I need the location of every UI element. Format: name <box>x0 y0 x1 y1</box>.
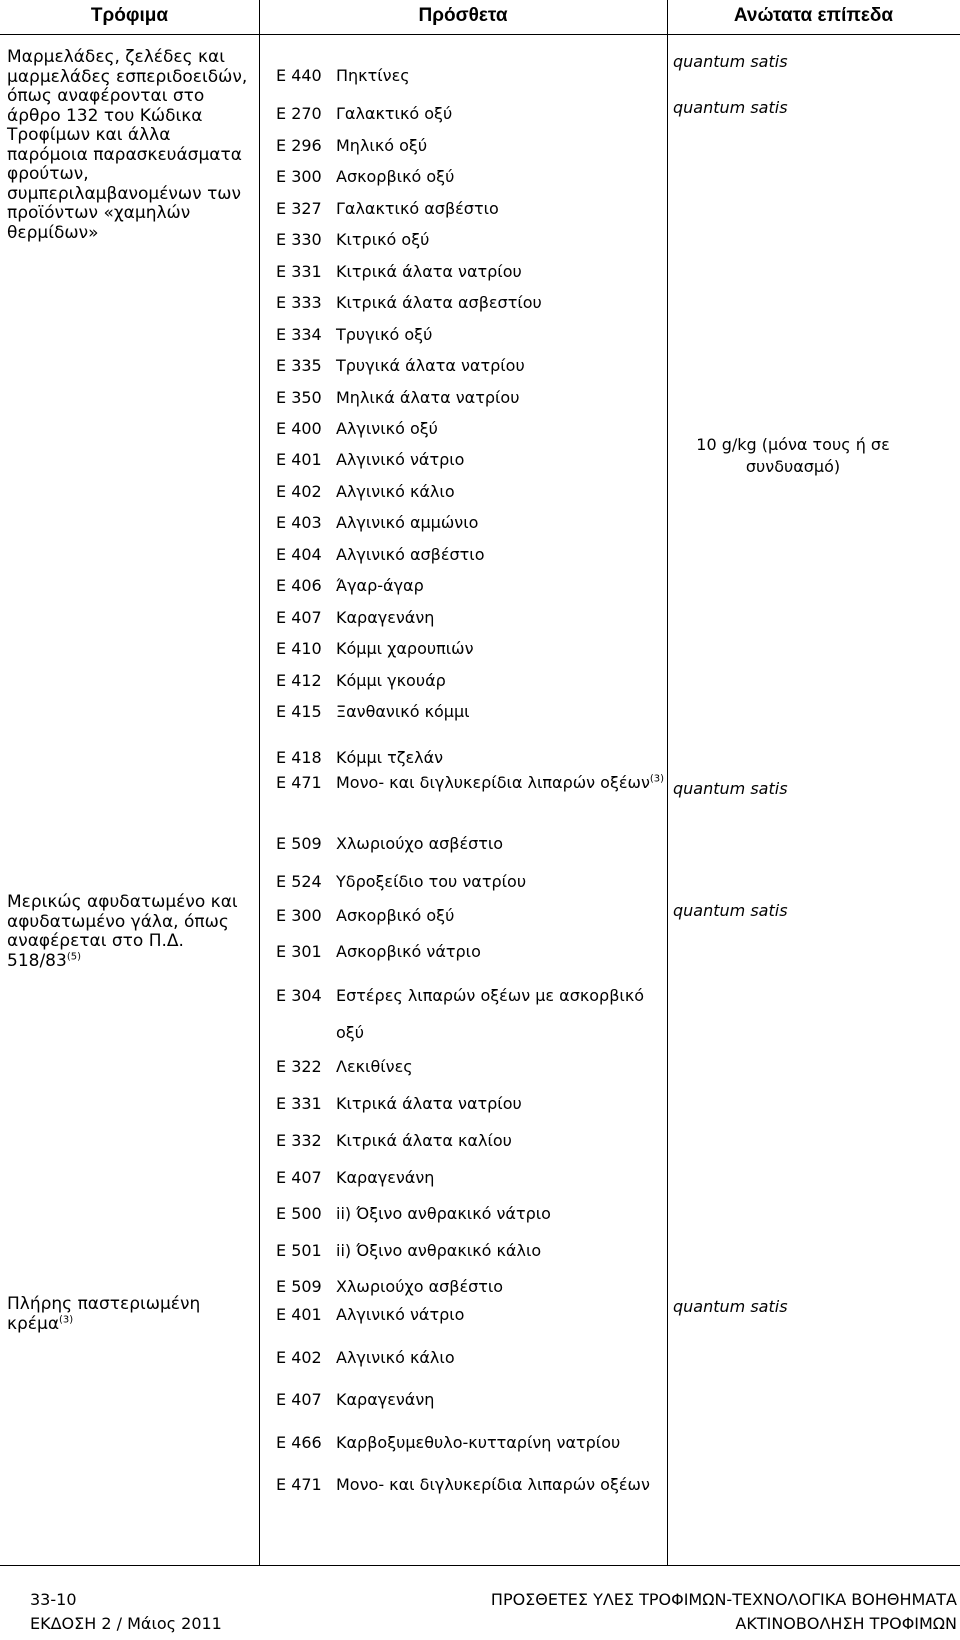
level-value: quantum satis <box>673 52 788 71</box>
additive-row: E 400 Αλγινικό οξύ <box>276 419 438 438</box>
additive-row: E 301 Ασκορβικό νάτριο <box>276 942 481 961</box>
additive-row: E 524 Υδροξείδιο του νατρίου <box>276 872 527 891</box>
additive-row: E 304 Εστέρες λιπαρών οξέων με ασκορβικό οξύ <box>276 986 645 1042</box>
food-text: Μαρμελάδες, ζελέδες και μαρμελάδες εσπεριδοειδών, όπως αναφέρονται στο άρθρο 132 του Κώδικα Τροφίμων και άλλα παρόμοια παρασκευάσματα φρούτων, συμπεριλαμβανομένων των προϊόντων «χαμηλών θερμίδων» <box>7 47 248 243</box>
additive-row: E 334 Τρυγικό οξύ <box>276 325 433 344</box>
additive-row: E 415 Ξανθανικό κόμμι <box>276 702 470 721</box>
additive-row: E 403 Αλγινικό αμμώνιο <box>276 513 479 532</box>
additive-row: E 407 Καραγενάνη <box>276 1168 435 1187</box>
footer-edition: ΕΚΔΟΣΗ 2 / Μάιος 2011 <box>30 1614 222 1633</box>
table-header-divider <box>0 34 960 35</box>
food-cell-jams <box>7 48 252 243</box>
level-value: quantum satis <box>673 98 788 117</box>
footnote-ref: (5) <box>66 950 81 962</box>
additive-row: E 401 Αλγινικό νάτριο <box>276 450 465 469</box>
additive-row: E 509 Χλωριούχο ασβέστιο <box>276 1277 504 1296</box>
header-food: Τρόφιμα <box>90 5 169 26</box>
footer-title-line1: ΠΡΟΣΘΕΤΕΣ ΥΛΕΣ ΤΡΟΦΙΜΩΝ-ΤΕΧΝΟΛΟΓΙΚΑ ΒΟΗΘΗΜΑΤΑ <box>490 1590 957 1609</box>
additive-row: E 401 Αλγινικό νάτριο <box>276 1305 465 1324</box>
level-value: quantum satis <box>673 901 788 920</box>
food-text: Μερικώς αφυδατωμένο και αφυδατωμένο γάλα, όπως αναφέρεται στο Π.Δ. 518/83 <box>7 892 238 971</box>
additive-row: E 471 Μονο- και διγλυκερίδια λιπαρών οξέων <box>276 1475 650 1494</box>
header-levels: Ανώτατα επίπεδα <box>733 5 894 26</box>
additive-row: E 402 Αλγινικό κάλιο <box>276 482 455 501</box>
additive-row: E 501 ii) Όξινο ανθρακικό κάλιο <box>276 1241 542 1260</box>
additive-row: E 466 Καρβοξυμεθυλο-κυτταρίνη νατρίου <box>276 1433 621 1452</box>
footer-title-line2: ΑΚΤΙΝΟΒΟΛΗΣΗ ΤΡΟΦΙΜΩΝ <box>735 1614 957 1633</box>
additive-row: E 330 Κιτρικό οξύ <box>276 230 430 249</box>
additive-row: E 410 Κόμμι χαρουπιών <box>276 639 474 658</box>
additive-row: E 440 Πηκτίνες <box>276 66 410 85</box>
additive-row: E 331 Κιτρικά άλατα νατρίου <box>276 262 522 281</box>
additive-row: E 331 Κιτρικά άλατα νατρίου <box>276 1094 522 1113</box>
food-cell-cream <box>7 1295 252 1334</box>
additive-row: E 335 Τρυγικά άλατα νατρίου <box>276 356 525 375</box>
additive-row: E 500 ii) Όξινο ανθρακικό νάτριο <box>276 1204 551 1223</box>
footnote-ref: (3) <box>59 1313 74 1325</box>
additive-row: E 412 Κόμμι γκουάρ <box>276 671 446 690</box>
additive-row: E 332 Κιτρικά άλατα καλίου <box>276 1131 512 1150</box>
additive-row: E 406 Άγαρ-άγαρ <box>276 576 424 595</box>
additive-row: E 333 Κιτρικά άλατα ασβεστίου <box>276 293 542 312</box>
food-text: Πλήρης παστεριωμένη κρέμα <box>7 1294 201 1334</box>
additive-row: E 350 Μηλικά άλατα νατρίου <box>276 388 520 407</box>
additive-row: E 402 Αλγινικό κάλιο <box>276 1348 455 1367</box>
additive-row: E 296 Μηλικό οξύ <box>276 136 428 155</box>
footnote-ref: (3) <box>649 773 665 785</box>
level-value: quantum satis <box>673 779 788 798</box>
food-cell-dried-milk <box>7 893 252 971</box>
additive-row: E 322 Λεκιθίνες <box>276 1057 413 1076</box>
additive-row: E 300 Ασκορβικό οξύ <box>276 906 455 925</box>
level-value: 10 g/kg (μόνα τους ή σε συνδυασμό) <box>696 435 890 476</box>
additive-row: E 270 Γαλακτικό οξύ <box>276 104 453 123</box>
additive-row: E 407 Καραγενάνη <box>276 608 435 627</box>
additive-row: E 300 Ασκορβικό οξύ <box>276 167 455 186</box>
table-bottom-border <box>0 1565 960 1566</box>
additive-row: E 327 Γαλακτικό ασβέστιο <box>276 199 499 218</box>
additive-row: E 404 Αλγινικό ασβέστιο <box>276 545 485 564</box>
additive-row: E 509 Χλωριούχο ασβέστιο <box>276 834 504 853</box>
table-border-left-column <box>259 0 260 1565</box>
additive-row: E 418 Κόμμι τζελάν <box>276 748 444 767</box>
level-value: quantum satis <box>673 1297 788 1316</box>
header-additives: Πρόσθετα <box>418 5 508 26</box>
additive-row: E 471 Μονο- και διγλυκερίδια λιπαρών οξέων$^{(3)}$ <box>276 773 665 792</box>
footer-page-number: 33-10 <box>30 1590 77 1609</box>
additive-row: E 407 Καραγενάνη <box>276 1390 435 1409</box>
